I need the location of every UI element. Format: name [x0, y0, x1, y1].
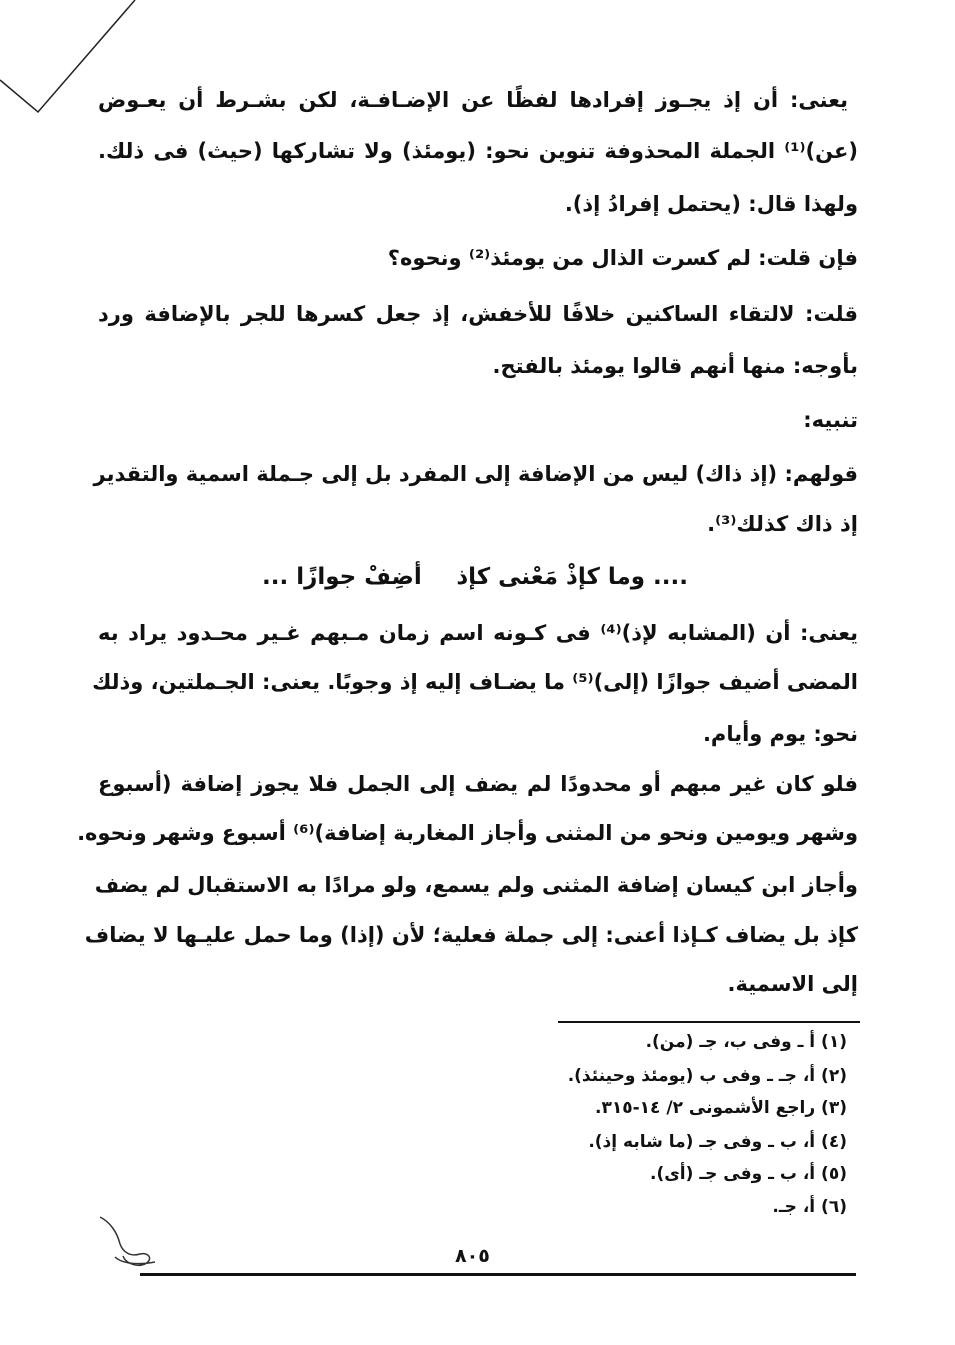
text-line-16: كإذ بل يضاف كـإذا أعنى: إلى جملة فعلية؛ لأن (إذا) وما حمل عليـها لا يضاف [84, 923, 858, 947]
footnote-6: (٦) أ، جـ. [772, 1197, 847, 1217]
text-line-13: فلو كان غير مبهم أو محدودًا لم يضف إلى الجمل فلا يجوز إضافة (أسبوع [98, 772, 858, 796]
text-line-6: بأوجه: منها أنهم قالوا يومئذ بالفتح. [492, 354, 858, 378]
footnote-separator [558, 1021, 860, 1023]
footnote-4: (٤) أ، ب ـ وفى جـ (ما شابه إذ). [588, 1132, 847, 1152]
text-line-15: وأجاز ابن كيسان إضافة المثنى ولم يسمع، ولو مرادًا به الاستقبال لم يضف [94, 873, 858, 897]
verse-hemistich-left: أضِفْ جوازًا ... [262, 564, 422, 590]
text-line-17: إلى الاسمية. [727, 972, 858, 996]
verse-hemistich-right: .... وما كإذْ مَعْنى كإذ [456, 564, 688, 590]
handwritten-scribble-mark [95, 1212, 165, 1272]
text-line-14: وشهر ويومين ونحو من المثنى وأجاز المغاربة إضافة)⁽⁶⁾ أسبوع وشهر ونحوه. [77, 821, 858, 845]
text-line-4: فإن قلت: لم كسرت الذال من يومئذ⁽²⁾ ونحوه؟ [387, 246, 858, 270]
text-line-1: يعنى: أن إذ يجـوز إفرادها لفظًا عن الإضـافـة، لكن بشـرط أن يعـوض [98, 88, 848, 112]
text-line-5: قلت: لالتقاء الساكنين خلافًا للأخفش، إذ جعل كسرها للجر بالإضافة ورد [98, 302, 858, 326]
text-line-9: إذ ذاك كذلك⁽³⁾. [707, 512, 858, 536]
text-line-2: (عن)⁽¹⁾ الجملة المحذوفة تنوين نحو: (يومئذ) ولا تشاركها (حيث) فى ذلك. [98, 139, 858, 163]
text-line-12: نحو: يوم وأيام. [702, 722, 858, 746]
text-line-8: قولهم: (إذ ذاك) ليس من الإضافة إلى المفرد بل إلى جـملة اسمية والتقدير [93, 462, 858, 486]
text-line-11: المضى أضيف جوازًا (إلى)⁽⁵⁾ ما يضـاف إليه إذ وجوبًا. يعنى: الجـملتين، وذلك [92, 670, 858, 694]
footnote-1: (١) أ ـ وفى ب، جـ (من). [645, 1032, 847, 1052]
page-number: ٨٠٥ [455, 1245, 490, 1267]
footnote-2: (٢) أ، جـ ـ وفى ب (يومئذ وحينئذ). [567, 1066, 847, 1086]
footnote-3: (٣) راجع الأشمونى ٢/ ١٤-٣١٥. [595, 1098, 847, 1118]
text-line-3: ولهذا قال: (يحتمل إفرادُ إذ). [564, 192, 858, 216]
section-heading: تنبيه: [803, 408, 858, 432]
footnote-5: (٥) أ، ب ـ وفى جـ (أى). [650, 1164, 847, 1184]
bottom-rule [140, 1273, 856, 1276]
text-line-10: يعنى: أن (المشابه لإذ)⁽⁴⁾ فى كـونه اسم زمان مـبهم غـير محـدود يراد به [98, 621, 858, 645]
